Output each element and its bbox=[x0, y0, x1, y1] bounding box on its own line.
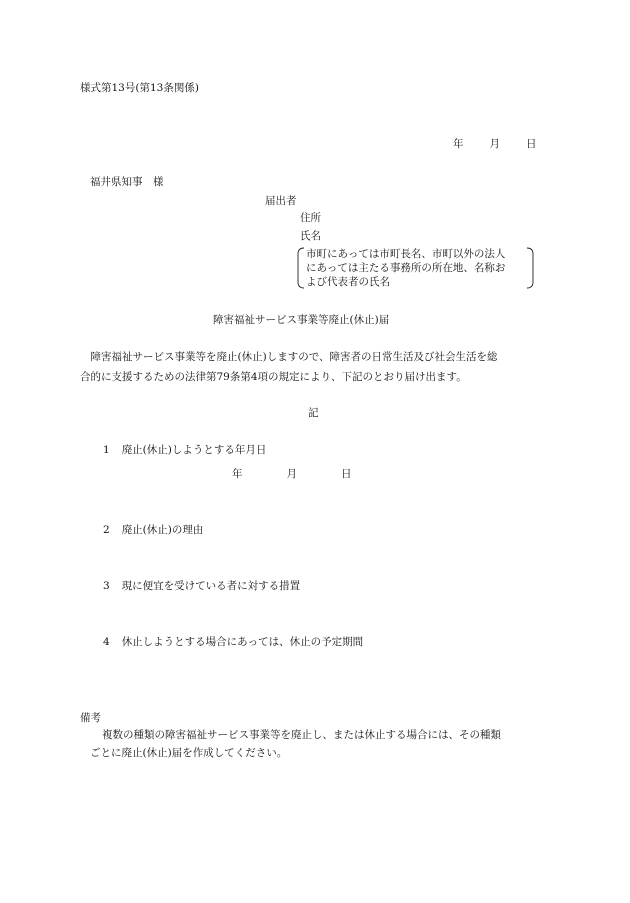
date-line bbox=[453, 139, 537, 150]
item-3 bbox=[103, 581, 300, 592]
item-1 bbox=[103, 445, 266, 456]
item-text: 休止しようとする場合にあっては、休止の予定期間 bbox=[121, 636, 364, 648]
date-day: 日 bbox=[526, 138, 537, 150]
item-number: 4 bbox=[103, 636, 110, 648]
item-1-day: 日 bbox=[341, 468, 352, 480]
note-line-2: にあっては主たる事務所の所在地、名称お bbox=[306, 262, 506, 274]
form-number: 様式第13号(第13条関係) bbox=[80, 82, 199, 94]
note-line-3: よび代表者の氏名 bbox=[306, 276, 390, 288]
recipient: 福井県知事 様 bbox=[90, 176, 164, 188]
applicant-address-label: 住所 bbox=[300, 212, 321, 224]
item-4 bbox=[103, 637, 363, 648]
ki-heading: 記 bbox=[308, 407, 319, 419]
item-2 bbox=[103, 525, 203, 536]
body-line-2: 合的に支援するための法律第79条第4項の規定により、下記のとおり届け出ます。 bbox=[80, 371, 467, 383]
remarks-line-2: ごとに廃止(休止)届を作成してください。 bbox=[90, 747, 288, 759]
item-1-month: 月 bbox=[286, 468, 297, 480]
item-text: 現に便宜を受けている者に対する措置 bbox=[121, 580, 301, 592]
item-number: 1 bbox=[103, 444, 110, 456]
remarks-label: 備考 bbox=[80, 712, 101, 724]
item-number: 3 bbox=[103, 580, 110, 592]
applicant-label: 届出者 bbox=[265, 195, 297, 207]
applicant-name-label: 氏名 bbox=[300, 230, 321, 242]
remarks-line-1: 複数の種類の障害福祉サービス事業等を廃止し、または休止する場合には、その種類 bbox=[102, 729, 501, 741]
date-month: 月 bbox=[489, 138, 500, 150]
applicant-note bbox=[297, 247, 534, 289]
date-year: 年 bbox=[453, 138, 464, 150]
item-1-date bbox=[232, 469, 352, 480]
body-line-1: 障害福祉サービス事業等を廃止(休止)しますので、障害者の日常生活及び社会生活を総 bbox=[80, 351, 498, 363]
item-text: 廃止(休止)しようとする年月日 bbox=[121, 444, 267, 456]
item-number: 2 bbox=[103, 524, 110, 536]
note-line-1: 市町にあっては市町長名、市町以外の法人 bbox=[306, 248, 506, 260]
item-1-year: 年 bbox=[232, 468, 243, 480]
document-title: 障害福祉サービス事業等廃止(休止)届 bbox=[213, 314, 390, 326]
item-text: 廃止(休止)の理由 bbox=[121, 524, 204, 536]
